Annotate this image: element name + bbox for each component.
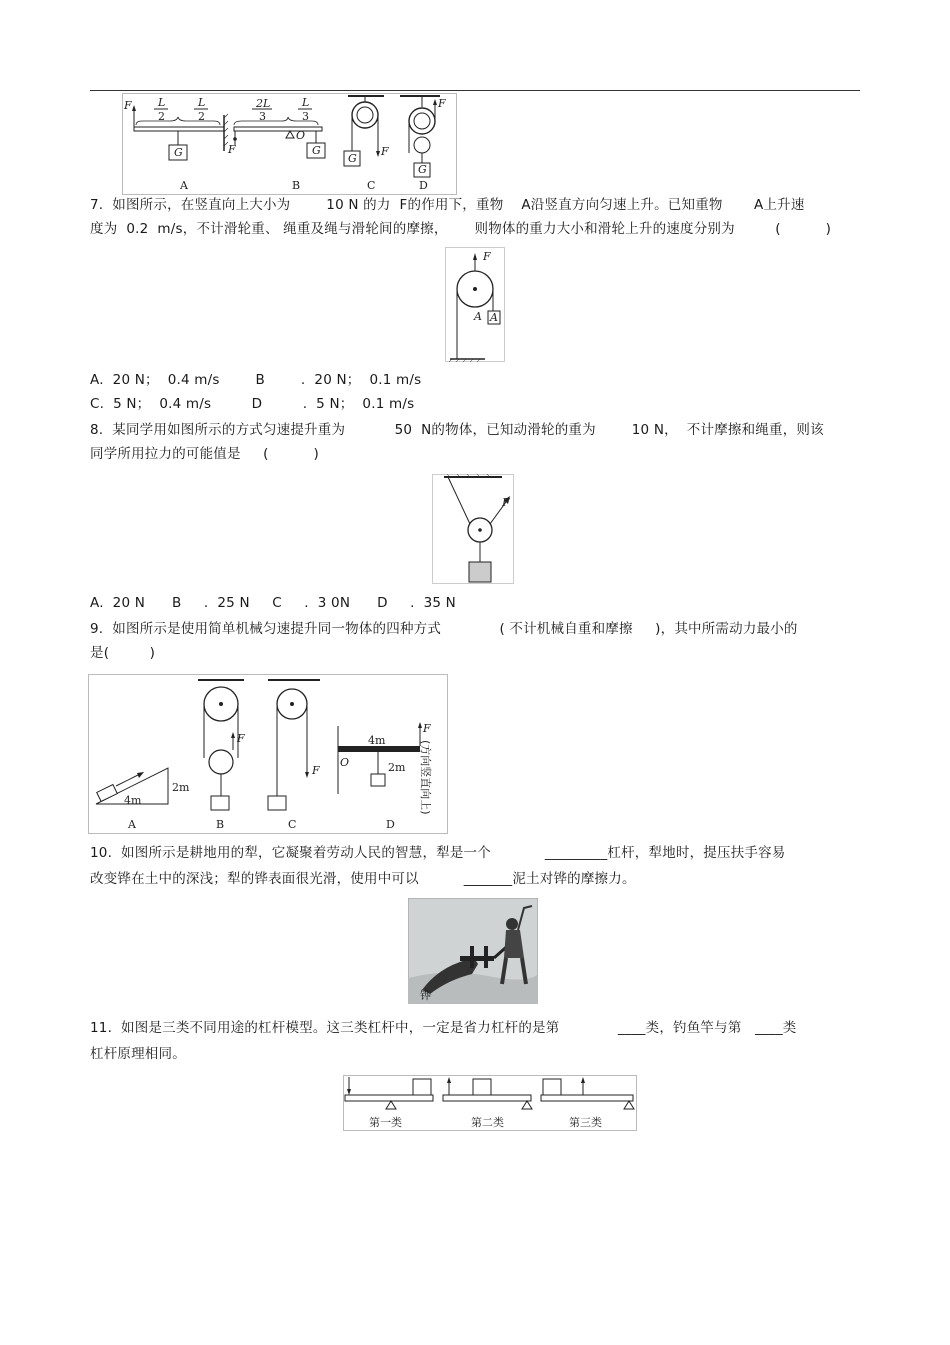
svg-text:4m: 4m <box>368 734 386 747</box>
svg-text:铧: 铧 <box>420 989 431 1002</box>
svg-text:A: A <box>128 818 136 831</box>
svg-text:F: F <box>312 764 320 777</box>
svg-text:2m: 2m <box>388 761 406 774</box>
fig-label-d: D <box>419 179 428 192</box>
q8-line1: 8. 某同学用如图所示的方式匀速提升重为 50 N的物体，已知动滑轮的重为 10 N， 不计摩擦和绳重，则该 <box>90 422 824 438</box>
svg-text:2m: 2m <box>172 781 190 794</box>
q9-line2: 是( ) <box>90 645 156 661</box>
q10-line2: 改变铧在土中的深浅；犁的铧表面很光滑，使用中可以 _______泥土对铧的摩擦力。 <box>90 871 636 887</box>
fig-F1: F <box>124 99 132 112</box>
svg-text:G: G <box>312 144 321 157</box>
svg-text:A: A <box>490 311 498 324</box>
svg-text:2: 2 <box>158 110 165 123</box>
svg-text:F: F <box>438 97 446 110</box>
q8-pulley-figure <box>432 474 514 584</box>
q7-pulley-figure <box>445 247 505 362</box>
svg-text:G: G <box>174 146 183 159</box>
svg-text:L: L <box>198 96 206 109</box>
svg-text:第二类: 第二类 <box>471 1116 504 1129</box>
svg-text:A: A <box>474 310 482 323</box>
q7-line1: 7. 如图所示，在竖直向上大小为 10 N 的力 F的作用下，重物 A沿竖直方向匀速上升。已知重物 A上升速 <box>90 197 805 213</box>
svg-text:L: L <box>158 96 166 109</box>
svg-text:G: G <box>348 152 357 165</box>
q11-line2: 杠杆原理相同。 <box>90 1046 186 1062</box>
q11-line1: 11. 如图是三类不同用途的杠杆模型。这三类杠杆中，一定是省力杠杆的是第 ____类，钓鱼竿与第 ____类 <box>90 1020 797 1036</box>
svg-text:2L: 2L <box>256 97 271 110</box>
svg-text:G: G <box>418 163 427 176</box>
q11-levers-figure <box>343 1075 637 1131</box>
svg-text:D: D <box>386 818 395 831</box>
svg-text:O: O <box>340 756 350 769</box>
svg-text:第三类: 第三类 <box>569 1116 602 1129</box>
svg-text:(方向竖直向上): (方向竖直向上) <box>419 740 432 815</box>
svg-text:F: F <box>237 732 245 745</box>
svg-text:3: 3 <box>302 110 309 123</box>
svg-text:4m: 4m <box>124 794 142 807</box>
fig-label-a: A <box>180 179 188 192</box>
q8-options: A. 20 N B . 25 N C . 3 0N D . 35 N <box>90 595 456 611</box>
svg-text:O: O <box>296 129 306 142</box>
svg-text:F: F <box>381 145 389 158</box>
q10-line1: 10. 如图所示是耕地用的犁，它凝聚着劳动人民的智慧，犁是一个 _________杠杆，犁地时，提压扶手容易 <box>90 845 786 861</box>
fig-label-b: B <box>292 179 301 192</box>
svg-text:第一类: 第一类 <box>369 1116 402 1129</box>
svg-text:F: F <box>502 496 510 509</box>
q7-options-cd: C. 5 N； 0.4 m/s D . 5 N； 0.1 m/s <box>90 396 415 412</box>
levers-pulleys-figure <box>122 93 457 195</box>
svg-text:C: C <box>288 818 297 831</box>
q8-line2: 同学所用拉力的可能值是 ( ) <box>90 446 320 462</box>
svg-text:B: B <box>216 818 225 831</box>
q7-options-ab: A. 20 N； 0.4 m/s B . 20 N； 0.1 m/s <box>90 372 422 388</box>
svg-text:F: F <box>483 250 491 263</box>
q7-line2: 度为 0.2 m/s，不计滑轮重、 绳重及绳与滑轮间的摩擦， 则物体的重力大小和滑轮上升的速度分别为 ( ) <box>90 221 832 237</box>
svg-text:F: F <box>423 722 431 735</box>
svg-text:3: 3 <box>259 110 266 123</box>
q10-plough-figure <box>408 898 538 1004</box>
svg-text:F: F <box>228 143 236 156</box>
header-rule <box>90 90 860 91</box>
q9-line1: 9. 如图所示是使用简单机械匀速提升同一物体的四种方式 ( 不计机械自重和摩擦 )，其中所需动力最小的 <box>90 621 798 637</box>
q9-machines-figure <box>88 674 448 834</box>
fig-label-c: C <box>367 179 376 192</box>
svg-text:L: L <box>302 96 310 109</box>
svg-text:2: 2 <box>198 110 205 123</box>
